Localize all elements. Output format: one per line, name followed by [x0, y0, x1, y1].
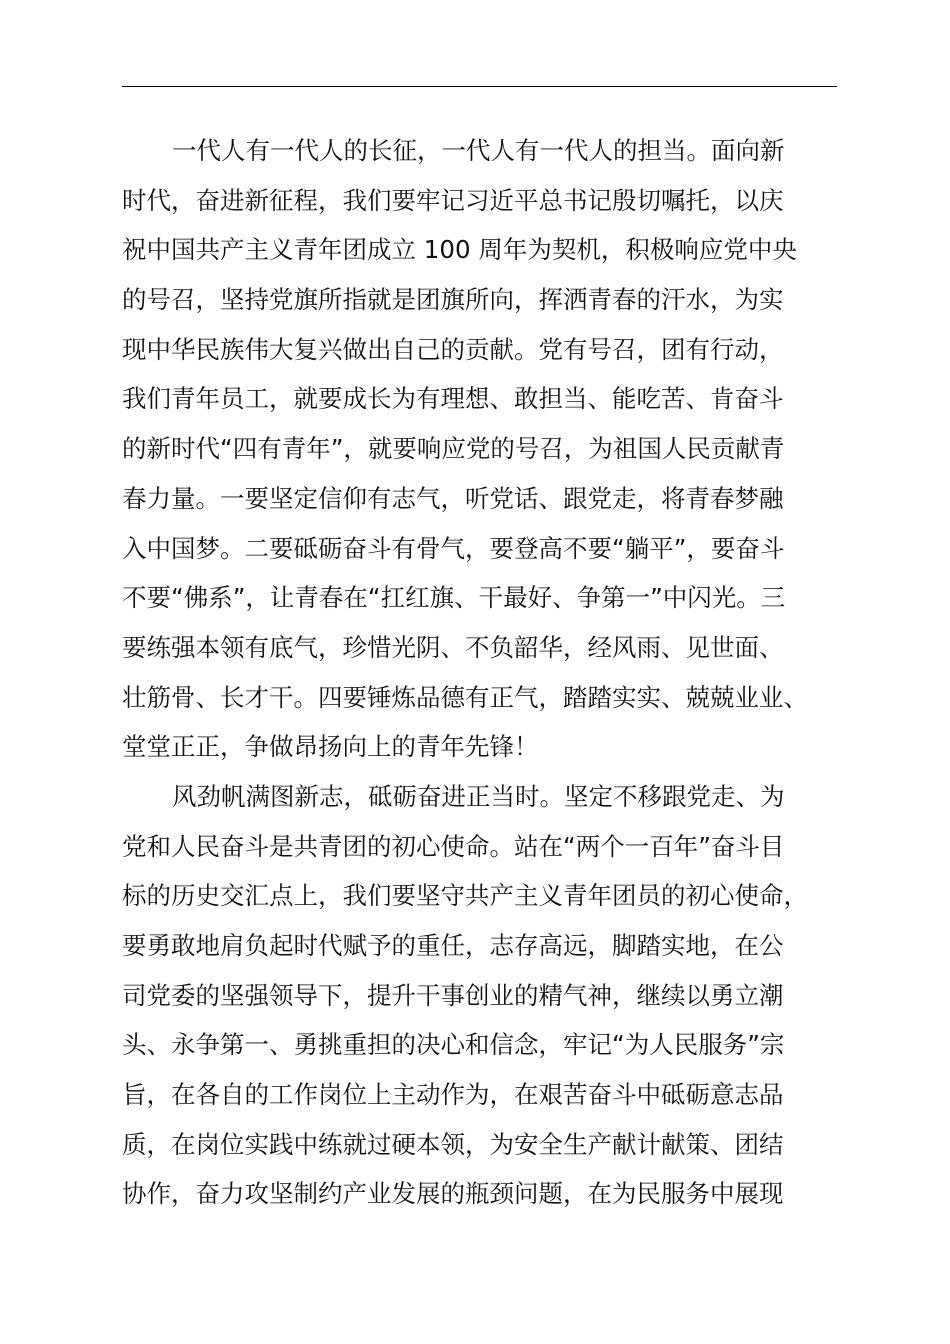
header-rule — [122, 86, 837, 87]
text-line: 不要“佛系”，让青春在“扛红旗、干最好、争第一”中闪光。三 — [122, 583, 786, 613]
text-line: 时代，奋进新征程，我们要牢记习近平总书记殷切嘱托，以庆 — [122, 185, 784, 215]
text-line: 旨，在各自的工作岗位上主动作为，在艰苦奋斗中砥砺意志品 — [122, 1080, 784, 1110]
text-line: 春力量。一要坚定信仰有志气，听党话、跟党走，将青春梦融 — [122, 483, 784, 513]
text-line: 的号召，坚持党旗所指就是团旗所向，挥洒青春的汗水，为实 — [122, 285, 784, 315]
text-line: 要勇敢地肩负起时代赋予的重任，志存高远，脚踏实地，在公 — [122, 931, 784, 960]
text-line: 祝中国共产主义青年团成立 100 周年为契机，积极响应党中央 — [122, 235, 797, 265]
text-line: 入中国梦。二要砥砺奋斗有骨气，要登高不要“躺平”，要奋斗 — [122, 533, 785, 563]
text-line: 堂堂正正，争做昂扬向上的青年先锋！ — [122, 732, 539, 762]
paragraph-1 — [122, 126, 862, 772]
text-line: 标的历史交汇点上，我们要坚守共产主义青年团员的初心使命， — [122, 881, 808, 911]
paragraph-2 — [122, 772, 862, 1219]
text-line: 协作，奋力攻坚制约产业发展的瓶颈问题，在为民服务中展现 — [122, 1179, 784, 1209]
text-line: 党和人民奋斗是共青团的初心使命。站在“两个一百年”奋斗目 — [122, 831, 785, 861]
text-line: 司党委的坚强领导下，提升干事创业的精气神，继续以勇立潮 — [122, 980, 784, 1010]
text-line: 壮筋骨、长才干。四要锤炼品德有正气，踏踏实实、兢兢业业、 — [122, 682, 808, 712]
text-line: 的新时代“四有青年”，就要响应党的号召，为祖国人民贡献青 — [122, 434, 785, 464]
text-line: 质，在岗位实践中练就过硬本领，为安全生产献计献策、团结 — [122, 1129, 784, 1159]
text-line: 要练强本领有底气，珍惜光阴、不负韶华，经风雨、见世面、 — [122, 632, 784, 662]
text-line: 风劲帆满图新志，砥砺奋进正当时。坚定不移跟党走、为 — [172, 781, 785, 811]
body-text — [122, 126, 862, 1219]
text-line: 一代人有一代人的长征，一代人有一代人的担当。面向新 — [172, 136, 785, 165]
text-line: 现中华民族伟大复兴做出自己的贡献。党有号召，团有行动， — [122, 334, 784, 364]
text-line: 我们青年员工，就要成长为有理想、敢担当、能吃苦、肯奋斗 — [122, 384, 784, 414]
text-line: 头、永争第一、勇挑重担的决心和信念，牢记“为人民服务”宗 — [122, 1030, 785, 1060]
